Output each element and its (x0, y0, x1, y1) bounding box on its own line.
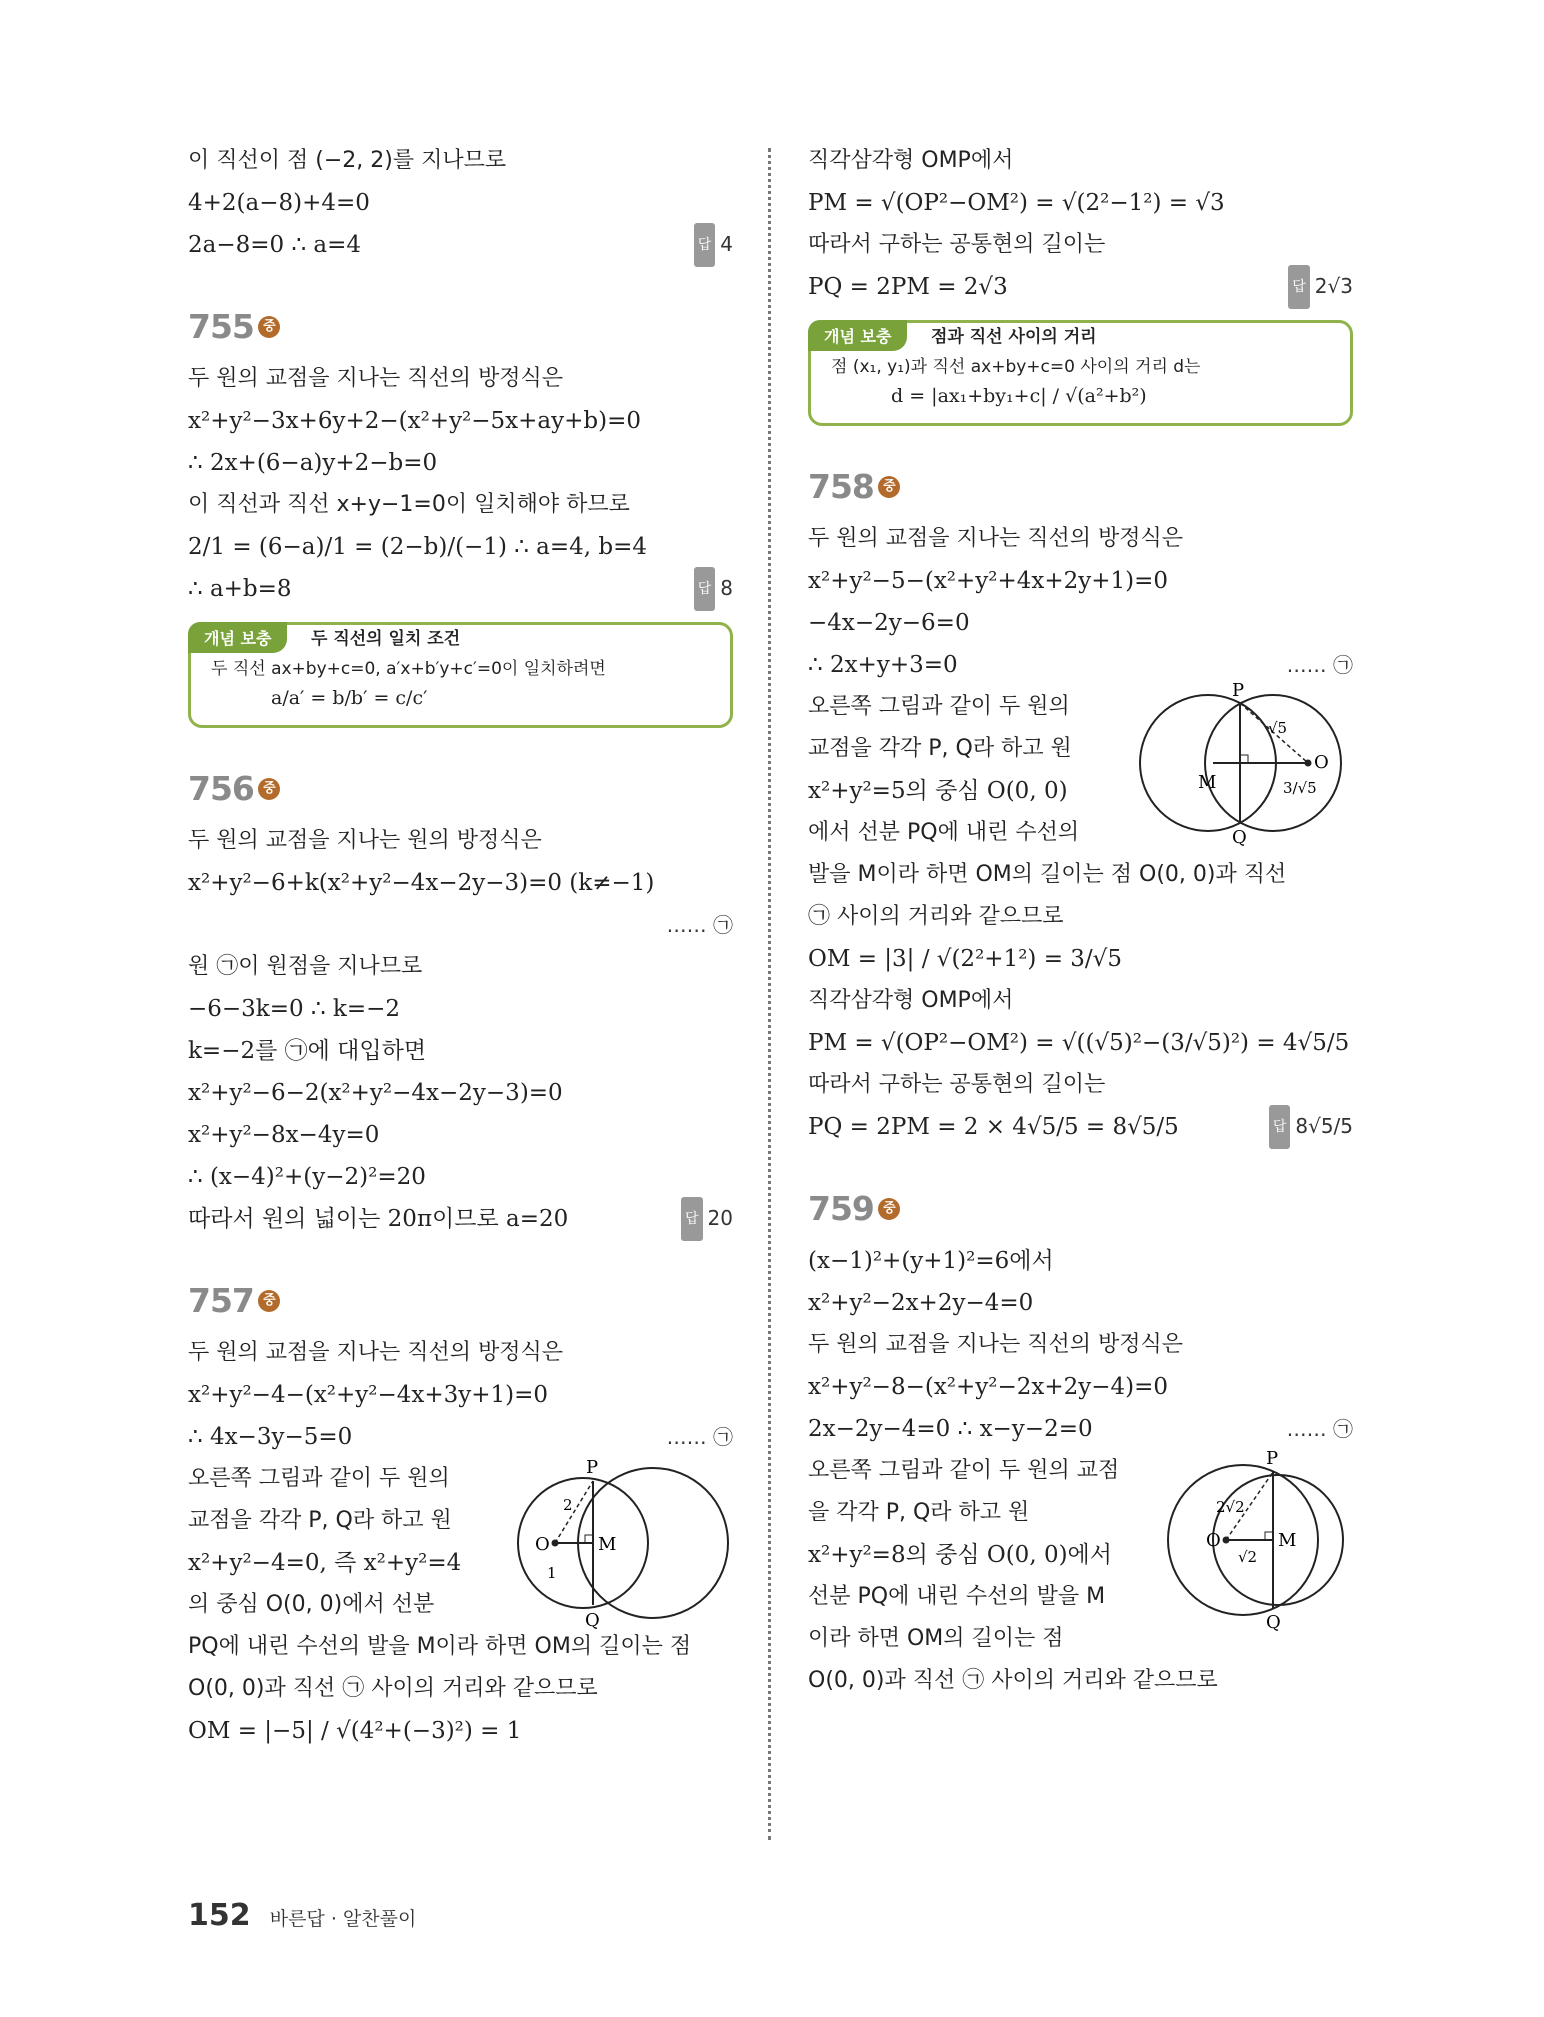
answer-tag-icon: 답 (1269, 1105, 1291, 1149)
answer-value: 20 (707, 1205, 733, 1230)
equation-line: −6−3k=0 ∴ k=−2 (188, 996, 401, 1022)
answer-row (188, 1198, 733, 1240)
problem-number (188, 300, 733, 354)
problem-number (808, 1182, 1353, 1236)
answer-value: 8√5/5 (1295, 1113, 1353, 1138)
difficulty-badge: 중 (258, 778, 280, 800)
equation-line: 4+2(a−8)+4=0 (188, 190, 370, 216)
text-line: 따라서 구하는 공통현의 길이는 (808, 1072, 1106, 1097)
center-point-icon (1223, 1537, 1230, 1544)
text-line: 두 원의 교점을 지나는 직선의 방정식은 (808, 1332, 1183, 1357)
segment-op (555, 1481, 593, 1543)
equation-line: ∴ a+b=8 (188, 576, 292, 602)
text-line: 오른쪽 그림과 같이 두 원의 (808, 694, 1070, 719)
label-distance: 3/√5 (1283, 779, 1317, 797)
answer (1269, 1105, 1353, 1150)
equation-line: x²+y²−6−2(x²+y²−4x−2y−3)=0 (188, 1080, 563, 1106)
two-circles-figure (1158, 1440, 1353, 1640)
page-number: 152 (188, 1898, 251, 1933)
right-angle-icon (585, 1535, 593, 1543)
label-m: M (1278, 1530, 1297, 1551)
label-distance: √2 (1238, 1548, 1258, 1566)
concept-formula: a/a′ = b/b′ = c/c′ (271, 687, 428, 709)
answer-tag-icon: 답 (1288, 265, 1310, 309)
answer-tag-icon: 답 (694, 223, 716, 267)
problem-number (188, 1274, 733, 1328)
answer-value: 4 (720, 231, 733, 256)
text-line: 교점을 각각 P, Q라 하고 원 (188, 1508, 452, 1533)
text-line: 발을 M이라 하면 OM의 길이는 점 O(0, 0)과 직선 (808, 862, 1287, 887)
problem-number-text: 755 (188, 307, 254, 346)
equation-line: x²+y²−8x−4y=0 (188, 1122, 380, 1148)
concept-box (188, 622, 733, 728)
label-o: O (1206, 1530, 1221, 1551)
label-p: P (586, 1457, 599, 1478)
equation-line: x²+y²=8의 중심 O(0, 0)에서 (808, 1542, 1112, 1568)
equation-line: k=−2를 ㉠에 대입하면 (188, 1038, 427, 1064)
label-o: O (1314, 752, 1329, 773)
label-q: Q (585, 1610, 600, 1631)
difficulty-badge: 중 (258, 1290, 280, 1312)
equation-line: x²+y²−3x+6y+2−(x²+y²−5x+ay+b)=0 (188, 408, 642, 434)
footer-label: 바른답 · 알찬풀이 (269, 1908, 417, 1930)
equation-line: 따라서 원의 넓이는 20π이므로 a=20 (188, 1206, 569, 1232)
label-q: Q (1232, 827, 1247, 848)
text-line: 따라서 구하는 공통현의 길이는 (808, 232, 1106, 257)
equation-line: OM = |−5| / √(4²+(−3)²) = 1 (188, 1718, 522, 1744)
answer-value: 8 (720, 575, 733, 600)
label-p: P (1266, 1448, 1279, 1469)
text-line: 이 직선과 직선 x+y−1=0이 일치해야 하므로 (188, 492, 630, 517)
text-line: 교점을 각각 P, Q라 하고 원 (808, 736, 1072, 761)
text-line: 두 원의 교점을 지나는 직선의 방정식은 (188, 1340, 563, 1365)
concept-title: 점과 직선 사이의 거리 (931, 327, 1097, 347)
column-divider (768, 148, 771, 1840)
equation-line: 2x−2y−4=0 ∴ x−y−2=0 (808, 1416, 1093, 1442)
right-angle-icon (1240, 755, 1248, 763)
answer-row (188, 224, 733, 266)
text-line: 의 중심 O(0, 0)에서 선분 (188, 1592, 435, 1617)
equation-line: x²+y²−5−(x²+y²+4x+2y+1)=0 (808, 568, 1169, 594)
two-circles-figure (1118, 678, 1353, 858)
reference-mark-row (188, 904, 733, 946)
text-line: 을 각각 P, Q라 하고 원 (808, 1500, 1030, 1525)
problem-number (188, 762, 733, 816)
text-line: ㉠ 사이의 거리와 같으므로 (808, 904, 1064, 929)
equation-line: ∴ 2x+(6−a)y+2−b=0 (188, 450, 438, 476)
difficulty-badge: 중 (258, 316, 280, 338)
equation-line: 2a−8=0 ∴ a=4 (188, 232, 362, 258)
equation-line: x²+y²−8−(x²+y²−2x+2y−4)=0 (808, 1374, 1169, 1400)
figure-text-block (808, 1450, 1353, 1660)
text-line: 선분 PQ에 내린 수선의 발을 M (808, 1584, 1106, 1609)
label-o: O (535, 1534, 550, 1555)
text-line: 두 원의 교점을 지나는 직선의 방정식은 (808, 526, 1183, 551)
text-line: 오른쪽 그림과 같이 두 원의 교점 (808, 1458, 1120, 1483)
label-distance: 1 (547, 1564, 557, 1582)
label-m: M (1198, 772, 1217, 793)
right-angle-icon (1265, 1532, 1273, 1540)
difficulty-badge: 중 (878, 476, 900, 498)
equation-line: PQ = 2PM = 2√3 (808, 274, 1008, 300)
figure-text-block (188, 1457, 733, 1631)
left-column (188, 140, 733, 1752)
concept-formula: d = |ax₁+by₁+c| / √(a²+b²) (891, 385, 1147, 407)
concept-title: 두 직선의 일치 조건 (311, 629, 461, 649)
text-line: 에서 선분 PQ에 내린 수선의 (808, 820, 1080, 845)
problem-number (808, 460, 1353, 514)
equation-line: OM = |3| / √(2²+1²) = 3/√5 (808, 946, 1122, 972)
concept-badge: 개념 보충 (188, 622, 287, 653)
text-line: 원 ㉠이 원점을 지나므로 (188, 954, 423, 979)
answer-value: 2√3 (1314, 273, 1353, 298)
text-line: O(0, 0)과 직선 ㉠ 사이의 거리와 같으므로 (188, 1676, 598, 1701)
difficulty-badge: 중 (878, 1198, 900, 1220)
answer-row (188, 568, 733, 610)
problem-number-text: 756 (188, 769, 254, 808)
answer (694, 567, 733, 612)
equation-line: x²+y²−4=0, 즉 x²+y²=4 (188, 1550, 462, 1576)
text-line: 두 원의 교점을 지나는 원의 방정식은 (188, 828, 542, 853)
reference-mark: …… ㉠ (1286, 653, 1353, 677)
label-m: M (598, 1534, 617, 1555)
concept-badge: 개념 보충 (808, 320, 907, 351)
problem-number-text: 759 (808, 1189, 874, 1228)
figure-text-block (808, 680, 1353, 854)
reference-mark: …… ㉠ (666, 1425, 733, 1449)
answer-tag-icon: 답 (694, 567, 716, 611)
equation-line: ∴ 2x+y+3=0 (808, 652, 958, 678)
equation-line: ∴ (x−4)²+(y−2)²=20 (188, 1164, 426, 1190)
concept-text: 두 직선 ax+by+c=0, a′x+b′y+c′=0이 일치하려면 (211, 659, 606, 679)
equation-line: PM = √(OP²−OM²) = √((√5)²−(3/√5)²) = 4√5/5 (808, 1030, 1350, 1056)
answer-row (808, 1106, 1353, 1148)
answer-row (808, 266, 1353, 308)
label-radius: 2√2 (1216, 1498, 1245, 1516)
concept-box (808, 320, 1353, 426)
reference-mark: …… ㉠ (1286, 1417, 1353, 1441)
equation-line: 2/1 = (6−a)/1 = (2−b)/(−1) ∴ a=4, b=4 (188, 534, 648, 560)
equation-line: x²+y²=5의 중심 O(0, 0) (808, 778, 1068, 804)
equation-line: (x−1)²+(y+1)²=6에서 (808, 1248, 1054, 1274)
text-line: 오른쪽 그림과 같이 두 원의 (188, 1466, 450, 1491)
text-line: 직각삼각형 OMP에서 (808, 148, 1014, 173)
right-column (808, 140, 1353, 1702)
equation-line: PQ = 2PM = 2 × 4√5/5 = 8√5/5 (808, 1114, 1179, 1140)
text-line: 직각삼각형 OMP에서 (808, 988, 1014, 1013)
text-line: O(0, 0)과 직선 ㉠ 사이의 거리와 같으므로 (808, 1668, 1218, 1693)
equation-line: x²+y²−2x+2y−4=0 (808, 1290, 1034, 1316)
text-line: PQ에 내린 수선의 발을 M이라 하면 OM의 길이는 점 (188, 1634, 692, 1659)
label-q: Q (1266, 1612, 1281, 1633)
answer (1288, 265, 1353, 310)
text-line: 이 직선이 점 (−2, 2)를 지나므로 (188, 148, 507, 173)
problem-number-text: 757 (188, 1281, 254, 1320)
page-footer (188, 1898, 416, 1933)
answer (681, 1197, 733, 1242)
problem-number-text: 758 (808, 467, 874, 506)
equation-line: PM = √(OP²−OM²) = √(2²−1²) = √3 (808, 190, 1225, 216)
equation-line: −4x−2y−6=0 (808, 610, 970, 636)
equation-line: ∴ 4x−3y−5=0 (188, 1424, 353, 1450)
center-point-icon (552, 1540, 559, 1547)
text-line: 이라 하면 OM의 길이는 점 (808, 1626, 1064, 1651)
equation-line: x²+y²−6+k(x²+y²−4x−2y−3)=0 (k≠−1) (188, 870, 655, 896)
answer-tag-icon: 답 (681, 1197, 703, 1241)
answer (694, 223, 733, 268)
label-radius: √5 (1268, 719, 1288, 737)
text-line: 두 원의 교점을 지나는 직선의 방정식은 (188, 366, 563, 391)
center-point-icon (1305, 760, 1312, 767)
reference-mark: …… ㉠ (666, 913, 733, 937)
equation-line: x²+y²−4−(x²+y²−4x+3y+1)=0 (188, 1382, 549, 1408)
concept-text: 점 (x₁, y₁)과 직선 ax+by+c=0 사이의 거리 d는 (831, 357, 1201, 377)
label-p: P (1232, 680, 1245, 701)
label-radius: 2 (563, 1496, 573, 1514)
two-circles-figure (503, 1448, 733, 1638)
